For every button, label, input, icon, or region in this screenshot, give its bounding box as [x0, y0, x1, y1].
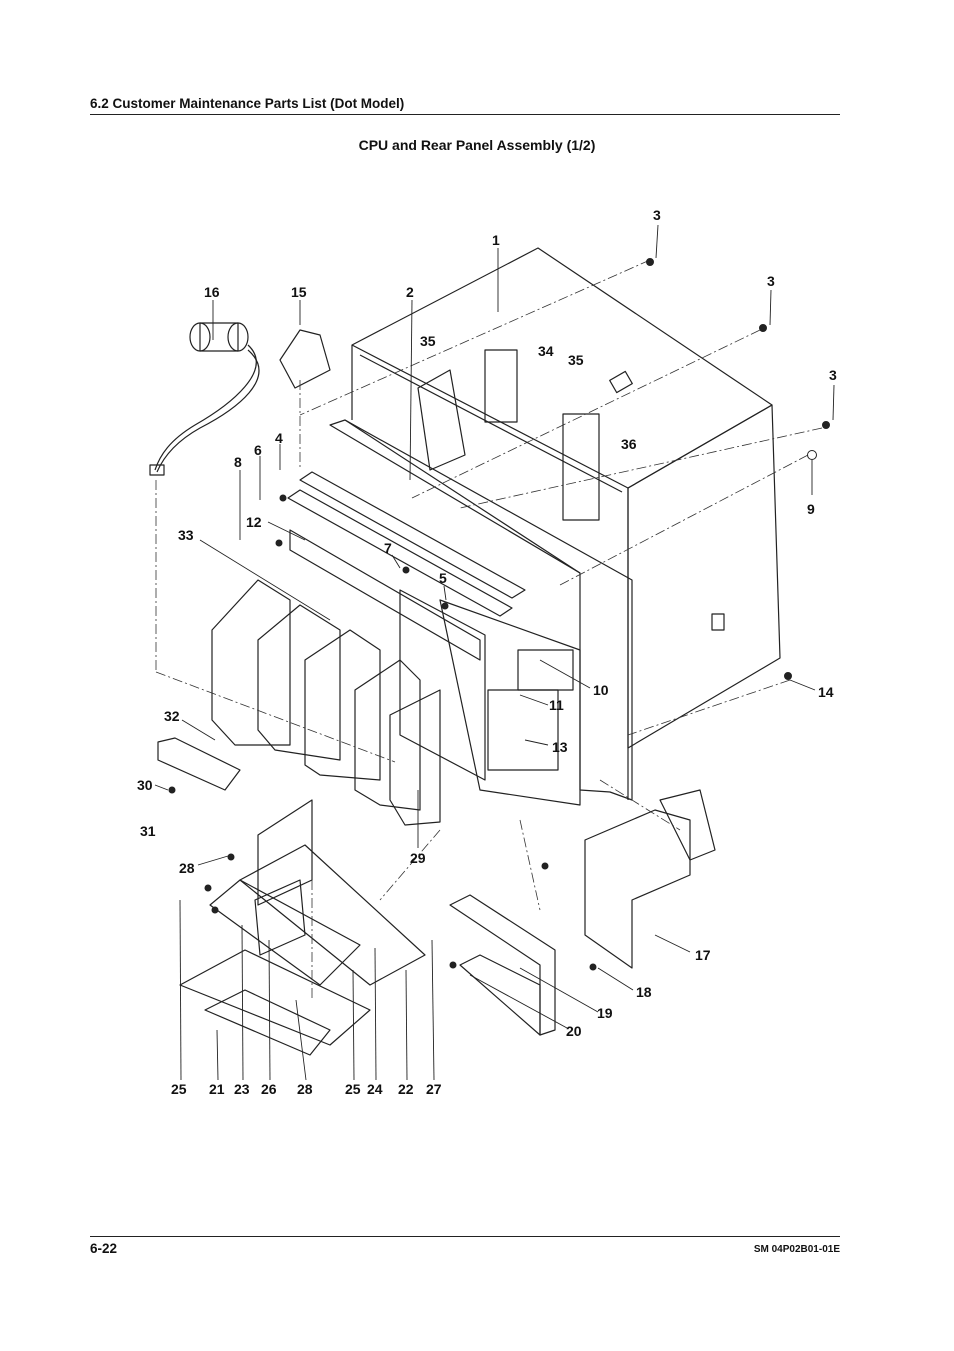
part-label: 2 [406, 284, 414, 300]
part-label: 36 [621, 436, 637, 452]
part-label: 35 [568, 352, 584, 368]
part-label: 6 [254, 442, 262, 458]
part-label: 27 [426, 1081, 442, 1097]
part-label: 10 [593, 682, 609, 698]
part-label: 14 [818, 684, 834, 700]
part-label: 5 [439, 570, 447, 586]
part-label: 13 [552, 739, 568, 755]
part-label: 20 [566, 1023, 582, 1039]
part-label: 17 [695, 947, 711, 963]
part-label: 1 [492, 232, 500, 248]
part-label: 30 [137, 777, 153, 793]
part-label: 3 [767, 273, 775, 289]
battery-and-holder [150, 323, 330, 475]
part-label: 22 [398, 1081, 414, 1097]
part-label: 11 [549, 697, 564, 713]
part-label: 3 [653, 207, 661, 223]
part-label: 25 [171, 1081, 187, 1097]
part-label: 31 [140, 823, 156, 839]
part-label: 7 [384, 540, 392, 556]
case-housing [352, 248, 780, 800]
part-label: 25 [345, 1081, 361, 1097]
part-label: 4 [275, 430, 283, 446]
leader-lines [155, 225, 834, 1080]
part-label: 21 [209, 1081, 225, 1097]
side-bracket [158, 738, 240, 790]
part-label: 16 [204, 284, 220, 300]
footer-rule [90, 1236, 840, 1237]
part-label: 18 [636, 984, 652, 1000]
screws [169, 259, 830, 971]
power-supply-unit [585, 790, 715, 968]
part-label: 34 [538, 343, 554, 359]
part-label: 24 [367, 1081, 383, 1097]
part-label: 23 [234, 1081, 250, 1097]
rear-panel [330, 420, 632, 800]
lower-assembly [180, 800, 425, 1055]
part-label: 26 [261, 1081, 277, 1097]
page-number: 6-22 [90, 1241, 118, 1256]
part-label: 12 [246, 514, 262, 530]
part-label: 15 [291, 284, 307, 300]
part-label: 29 [410, 850, 426, 866]
part-label: 35 [420, 333, 436, 349]
part-label: 3 [829, 367, 837, 383]
part-label: 28 [297, 1081, 313, 1097]
part-label: 28 [179, 860, 195, 876]
part-label: 19 [597, 1005, 613, 1021]
part-label: 33 [178, 527, 194, 543]
document-code: SM 04P02B01-01E [753, 1244, 840, 1255]
part-label: 8 [234, 454, 242, 470]
section-title: 6.2 Customer Maintenance Parts List (Dot Model) [90, 96, 405, 111]
insulation-pads [418, 350, 599, 520]
guide-bracket [450, 895, 555, 1035]
part-label: 9 [807, 501, 815, 517]
part-label: 32 [164, 708, 180, 724]
figure-title: CPU and Rear Panel Assembly (1/2) [358, 137, 596, 153]
